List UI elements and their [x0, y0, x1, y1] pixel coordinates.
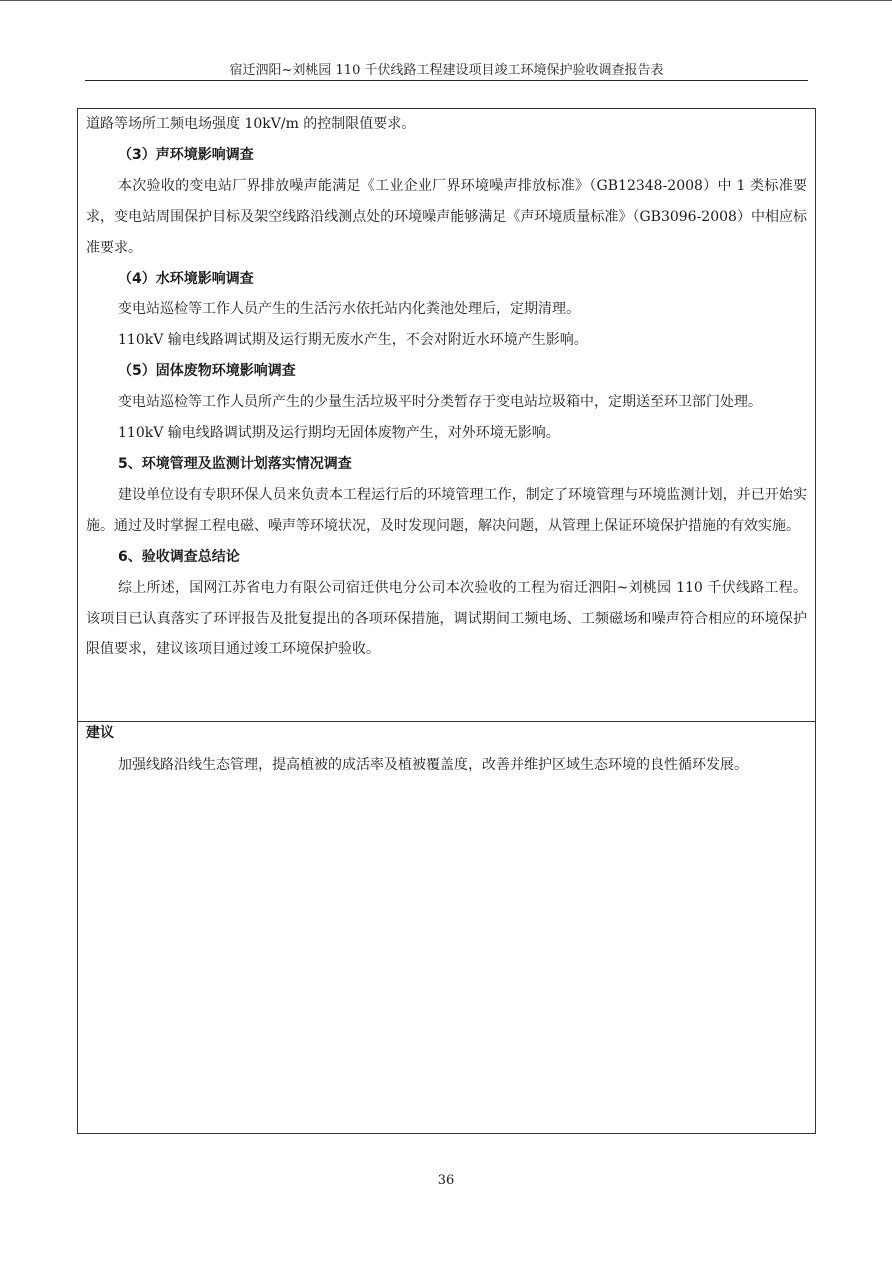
paragraph-water-line: 110kV 输电线路调试期及运行期无废水产生，不会对附近水环境产生影响。 — [118, 332, 588, 349]
suggestion-text: 加强线路沿线生态管理，提高植被的成活率及植被覆盖度，改善并维护区域生态环境的良性循环发展。 — [118, 757, 748, 773]
section-heading-acoustic: （3）声环境影响调查 — [118, 146, 254, 163]
section-heading-solid-waste: （5）固体废物环境影响调查 — [118, 363, 296, 380]
paragraph-management: 建设单位设有专职环保人员来负责本工程运行后的环境管理工作，制定了环境管理与环境监测计划，并已开始实施。通过及时掌握工程电磁、噪声等环境状况，及时发现问题，解决问题，从管理上保证环境保护措施的有效实施。 — [86, 486, 807, 534]
paragraph-acoustic: 本次验收的变电站厂界排放噪声能满足《工业企业厂界环境噪声排放标准》（GB12348-2008）中 1 类标准要求，变电站周围保护目标及架空线路沿线测点处的环境噪声能够满足《声环境质量标准》（GB3096-2008）中相应标准要求。 — [86, 177, 807, 256]
section-heading-management: 5、环境管理及监测计划落实情况调查 — [118, 455, 352, 472]
survey-content-cell — [78, 109, 815, 721]
page-top-border — [0, 0, 892, 1]
paragraph-conclusion: 综上所述，国网江苏省电力有限公司宿迁供电分公司本次验收的工程为宿迁泗阳~刘桃园 110 千伏线路工程。该项目已认真落实了环评报告及批复提出的各项环保措施，调试期间工频电场、工频磁场和噪声符合相应的环境保护限值要求，建议该项目通过竣工环境保护验收。 — [86, 579, 807, 658]
continuation-paragraph: 道路等场所工频电场强度 10kV/m 的控制限值要求。 — [86, 116, 416, 132]
page-number: 36 — [437, 1173, 455, 1188]
report-table — [77, 108, 816, 1134]
suggestion-cell — [78, 722, 815, 781]
section-heading-conclusion: 6、验收调查总结论 — [118, 548, 240, 565]
suggestion-title: 建议 — [86, 725, 114, 741]
page-header-title: 宿迁泗阳~刘桃园 110 千伏线路工程建设项目竣工环境保护验收调查报告表 — [229, 63, 664, 78]
section-heading-water: （4）水环境影响调查 — [118, 270, 254, 287]
paragraph-solid-waste-substation: 变电站巡检等工作人员所产生的少量生活垃圾平时分类暂存于变电站垃圾箱中，定期送至环卫部门处理。 — [118, 394, 762, 411]
paragraph-solid-waste-line: 110kV 输电线路调试期及运行期均无固体废物产生，对外环境无影响。 — [118, 425, 560, 442]
paragraph-water-substation: 变电站巡检等工作人员产生的生活污水依托站内化粪池处理后，定期清理。 — [118, 301, 580, 318]
header-underline — [85, 80, 808, 81]
